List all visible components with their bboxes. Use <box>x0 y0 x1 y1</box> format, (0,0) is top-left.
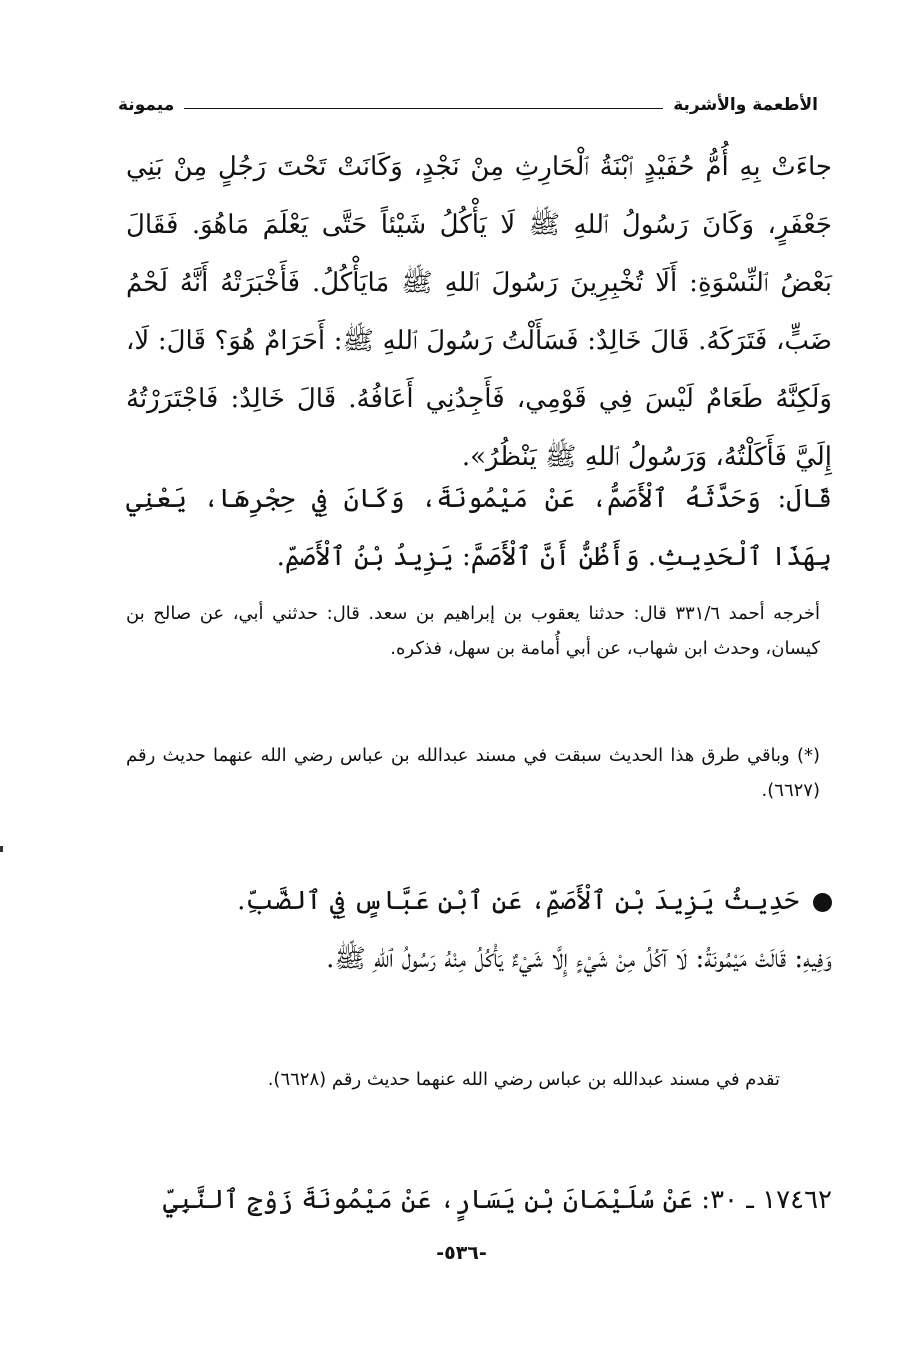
hadith-text-1: جاءَتْ بِهِ أُمُّ حُفَيْدٍ ٱبْنَةُ ٱلْحَارِثِ مِنْ نَجْدٍ، وَكَانَتْ تَحْتَ رَجُلٍ مِنْ بَنِي جَعْفَرٍ، وَكَانَ رَسُولُ ٱللهِ ﷺ لَا يَأْكُلُ شَيْئاً حَتَّى يَعْلَمَ مَاهُوَ. فَقَالَ بَعْضُ ٱلنِّسْوَةِ: أَلَا تُخْبِرِينَ رَسُولَ ٱللهِ ﷺ مَايَأْكُلُ. فَأَخْبَرَتْهُ أَنَّهُ لَحْمُ ضَبٍّ، فَتَرَكَهُ. قَالَ خَالِدٌ: فَسَأَلْتُ رَسُولَ ٱللهِ ﷺ: أَحَرَامٌ هُوَ؟ قَالَ: لَا، وَلَكِنَّهُ طَعَامٌ لَيْسَ فِي قَوْمِي، فَأَجِدُنِي أَعَافُهُ. قَالَ خَالِدٌ: فَاجْتَرَرْتُهُ إِلَيَّ فَأَكَلْتُهُ، وَرَسُولُ ٱللهِ ﷺ يَنْظُرُ». <box>126 152 832 472</box>
page-number: -٥٣٦- <box>436 1242 487 1264</box>
header-rule <box>184 108 663 109</box>
section-heading: حَدِيثُ يَزِيدَ بْنِ ٱلْأَصَمِّ، عَنِ ٱبْنِ عَبَّاسٍ فِي ٱلضَّبِّ. <box>237 886 799 916</box>
section-body: وَفِيهِ: قَالَتْ مَيْمُونَةُ: لَا آكُلُ مِنْ شَيْءٍ إِلَّا شَيْءٌ يَأْكُلُ مِنْهُ رَسُولُ ٱللهِ ﷺ. <box>326 944 832 974</box>
footnote-takhrij: أخرجه أحمد ٣٣١/٦ قال: حدثنا يعقوب بن إبراهيم بن سعد. قال: حدثني أبي، عن صالح بن كيسان، وحدث ابن شهاب، عن أبي أُمامة بن سهل، فذكره. <box>126 603 820 659</box>
musnad-name: ميمونة <box>118 95 175 115</box>
running-header <box>118 92 818 118</box>
hadith-text-2: قَالَ: وَحَدَّثَهُ ٱلْأَصَمُّ، عَنْ مَيْمُونَةَ، وَكَانَ فِي حِجْرِهَا، يَعْنِي بِهَذَا ٱلْحَدِيثِ. وَأَظُنُّ أَنَّ ٱلْأَصَمَّ: يَزِيدُ بْنُ ٱلْأَصَمِّ. <box>126 484 832 572</box>
chapter-title: الأطعمة والأشربة <box>673 95 818 115</box>
footnote-other-routes: (*) وباقي طرق هذا الحديث سبقت في مسند عبدالله بن عباس رضي الله عنهما حديث رقم (٦٦٢٧). <box>126 745 820 801</box>
section-block <box>126 872 832 988</box>
next-hadith-heading: ١٧٤٦٢ ـ ٣٠: عَنْ سُلَيْمَانَ بْنِ يَسَارٍ، عَنْ مَيْمُونَةَ زَوْجِ ٱلنَّبِيِّ <box>162 1185 832 1215</box>
section-heading-line <box>126 872 832 930</box>
footnote-cross-reference: تقدم في مسند عبدالله بن عباس رضي الله عنهما حديث رقم (٦٦٢٨). <box>267 1069 780 1090</box>
margin-mark <box>0 846 3 852</box>
bullet-icon <box>813 893 832 912</box>
